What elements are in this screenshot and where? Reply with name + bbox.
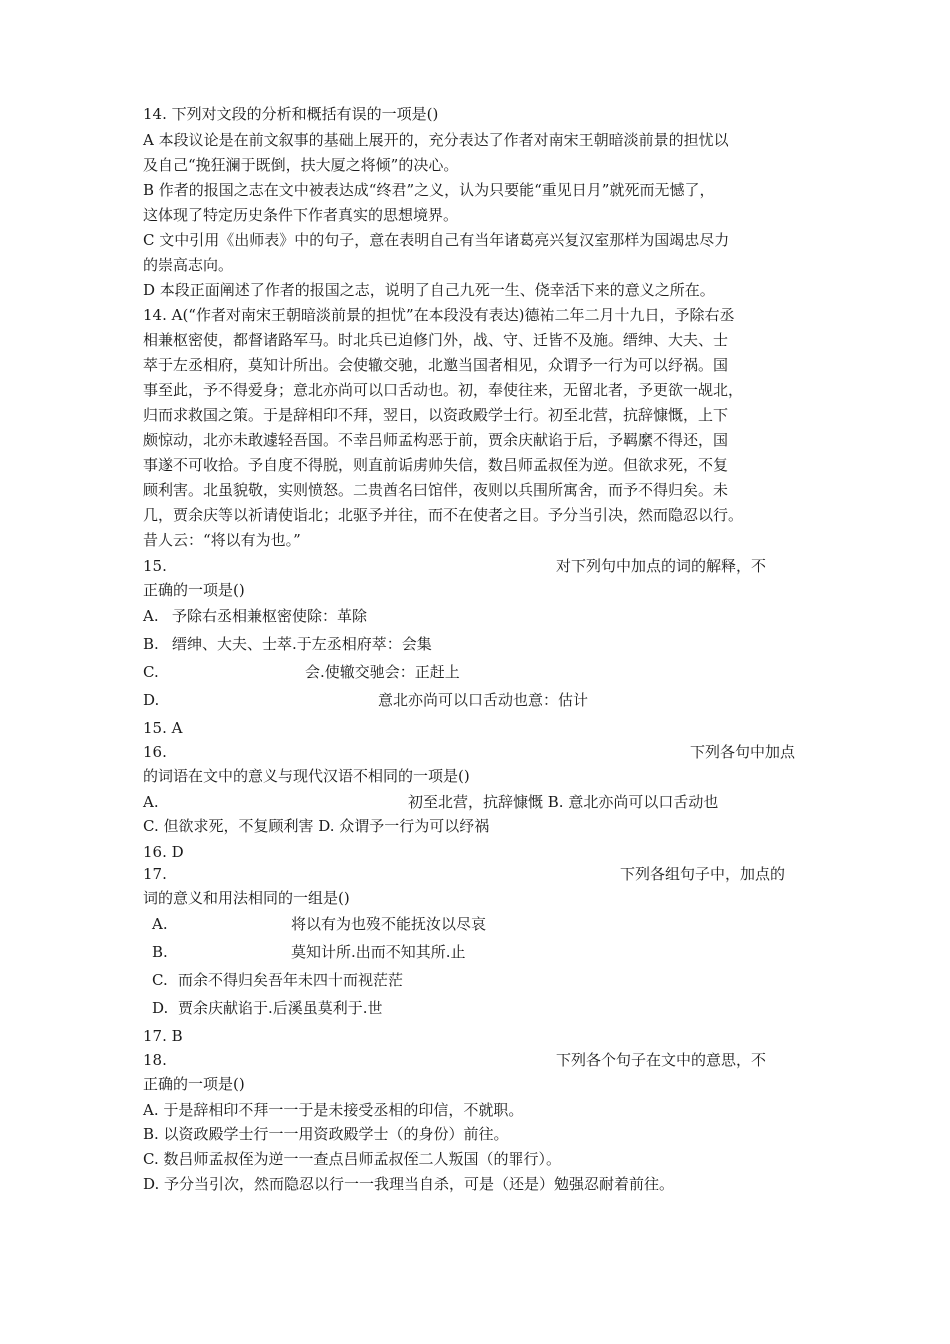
text-line: 将以有为也歿不能抚汝以尽哀: [291, 915, 487, 933]
text-line: C.: [152, 971, 168, 989]
text-line: 会.使辙交驰会：正赶上: [305, 663, 460, 681]
text-line: 这体现了特定历史条件下作者真实的思想境界。: [143, 206, 459, 224]
text-line: 16. D: [143, 843, 184, 861]
text-line: D 本段正面阐述了作者的报国之志，说明了自己九死一生、侥幸活下来的意义之所在。: [143, 281, 715, 299]
text-line: C 文中引用《出师表》中的句子，意在表明自己有当年诸葛亮兴复汉室那样为国竭忠尽力: [143, 231, 730, 249]
text-line: C. 数吕师孟叔侄为逆一一查点吕师孟叔侄二人叛国（的罪行）。: [143, 1150, 561, 1168]
text-line: 16.: [143, 743, 167, 761]
text-line: 几，贾余庆等以祈请使诣北；北驱予并往，而不在使者之目。予分当引决，然而隐忍以行。: [143, 506, 744, 524]
text-line: B.: [143, 635, 159, 653]
text-line: 的崇高志向。: [143, 256, 234, 274]
text-line: C.: [143, 663, 159, 681]
text-line: 15. A: [143, 719, 183, 737]
text-line: 意北亦尚可以口舌动也意：估计: [378, 691, 589, 709]
text-line: 正确的一项是(): [143, 581, 245, 599]
text-line: A.: [152, 915, 168, 933]
text-line: 予除右丞相兼枢密使除：革除: [172, 607, 368, 625]
text-line: B 作者的报国之志在文中被表达成“终君”之义，认为只要能“重见日月”就死而无憾了，: [143, 181, 715, 199]
text-line: 下列各句中加点: [690, 743, 796, 761]
text-line: 事至此，予不得爱身；意北亦尚可以口舌动也。初，奉使往来，无留北者，予更欲一觇北，: [143, 381, 744, 399]
text-line: 缙绅、大夫、士萃.于左丞相府萃：会集: [172, 635, 432, 653]
text-line: 下列各个句子在文中的意思，不: [556, 1051, 767, 1069]
text-line: 颇惊动，北亦未敢遽轻吾国。不幸吕师孟构恶于前，贾余庆献谄于后，予羁縻不得还，国: [143, 431, 729, 449]
text-line: B.: [152, 943, 168, 961]
text-line: 对下列句中加点的词的解释，不: [556, 557, 767, 575]
text-line: 昔人云：“将以有为也。”: [143, 531, 301, 549]
text-line: 17.: [143, 865, 167, 883]
text-line: A 本段议论是在前文叙事的基础上展开的，充分表达了作者对南宋王朝暗淡前景的担忧以: [143, 131, 729, 149]
text-line: 15.: [143, 557, 167, 575]
text-line: 莫知计所.出而不知其所.止: [291, 943, 466, 961]
text-line: D. 予分当引次，然而隐忍以行一一我理当自杀，可是（还是）勉强忍耐着前往。: [143, 1175, 675, 1193]
text-line: 18.: [143, 1051, 167, 1069]
text-line: 萃于左丞相府，莫知计所出。会使辙交驰，北邀当国者相见，众谓予一行为可以纾祸。国: [143, 356, 729, 374]
text-line: 正确的一项是(): [143, 1075, 245, 1093]
text-line: D.: [152, 999, 169, 1017]
text-line: 的词语在文中的意义与现代汉语不相同的一项是(): [143, 767, 470, 785]
text-line: 贾余庆献谄于.后溪虽莫利于.世: [178, 999, 383, 1017]
text-line: 词的意义和用法相同的一组是(): [143, 889, 350, 907]
text-line: A. 于是辞相印不拜一一于是未接受丞相的印信，不就职。: [143, 1101, 524, 1119]
text-line: 归而求救国之策。于是辞相印不拜，翌日，以资政殿学士行。初至北营，抗辞慷慨，上下: [143, 406, 729, 424]
text-line: 相兼枢密使，都督诸路军马。时北兵已迫修门外，战、守、迁皆不及施。缙绅、大夫、士: [143, 331, 729, 349]
text-line: A.: [143, 793, 159, 811]
text-line: 事遂不可收拾。予自度不得脱，则直前诟虏帅失信，数吕师孟叔侄为逆。但欲求死，不复: [143, 456, 729, 474]
text-line: A.: [143, 607, 159, 625]
text-line: 17. B: [143, 1027, 183, 1045]
text-line: C. 但欲求死，不复顾利害 D. 众谓予一行为可以纾祸: [143, 817, 490, 835]
text-line: D.: [143, 691, 160, 709]
text-line: 14. 下列对文段的分析和概括有误的一项是(): [143, 105, 439, 123]
text-line: 而余不得归矣吾年未四十而视茫茫: [178, 971, 404, 989]
text-line: 下列各组句子中，加点的: [620, 865, 786, 883]
text-line: B. 以资政殿学士行一一用资政殿学士（的身份）前往。: [143, 1125, 509, 1143]
text-line: 初至北营，抗辞慷慨 B. 意北亦尚可以口舌动也: [408, 793, 719, 811]
text-line: 及自己“挽狂澜于既倒，扶大厦之将倾”的决心。: [143, 156, 459, 174]
text-line: 顾利害。北虽貌敬，实则愤怒。二贵酋名曰馆伴，夜则以兵围所寓舍，而予不得归矣。未: [143, 481, 729, 499]
text-line: 14. A(“作者对南宋王朝暗淡前景的担忧”在本段没有表达)德祐二年二月十九日，予除右丞: [143, 306, 735, 324]
